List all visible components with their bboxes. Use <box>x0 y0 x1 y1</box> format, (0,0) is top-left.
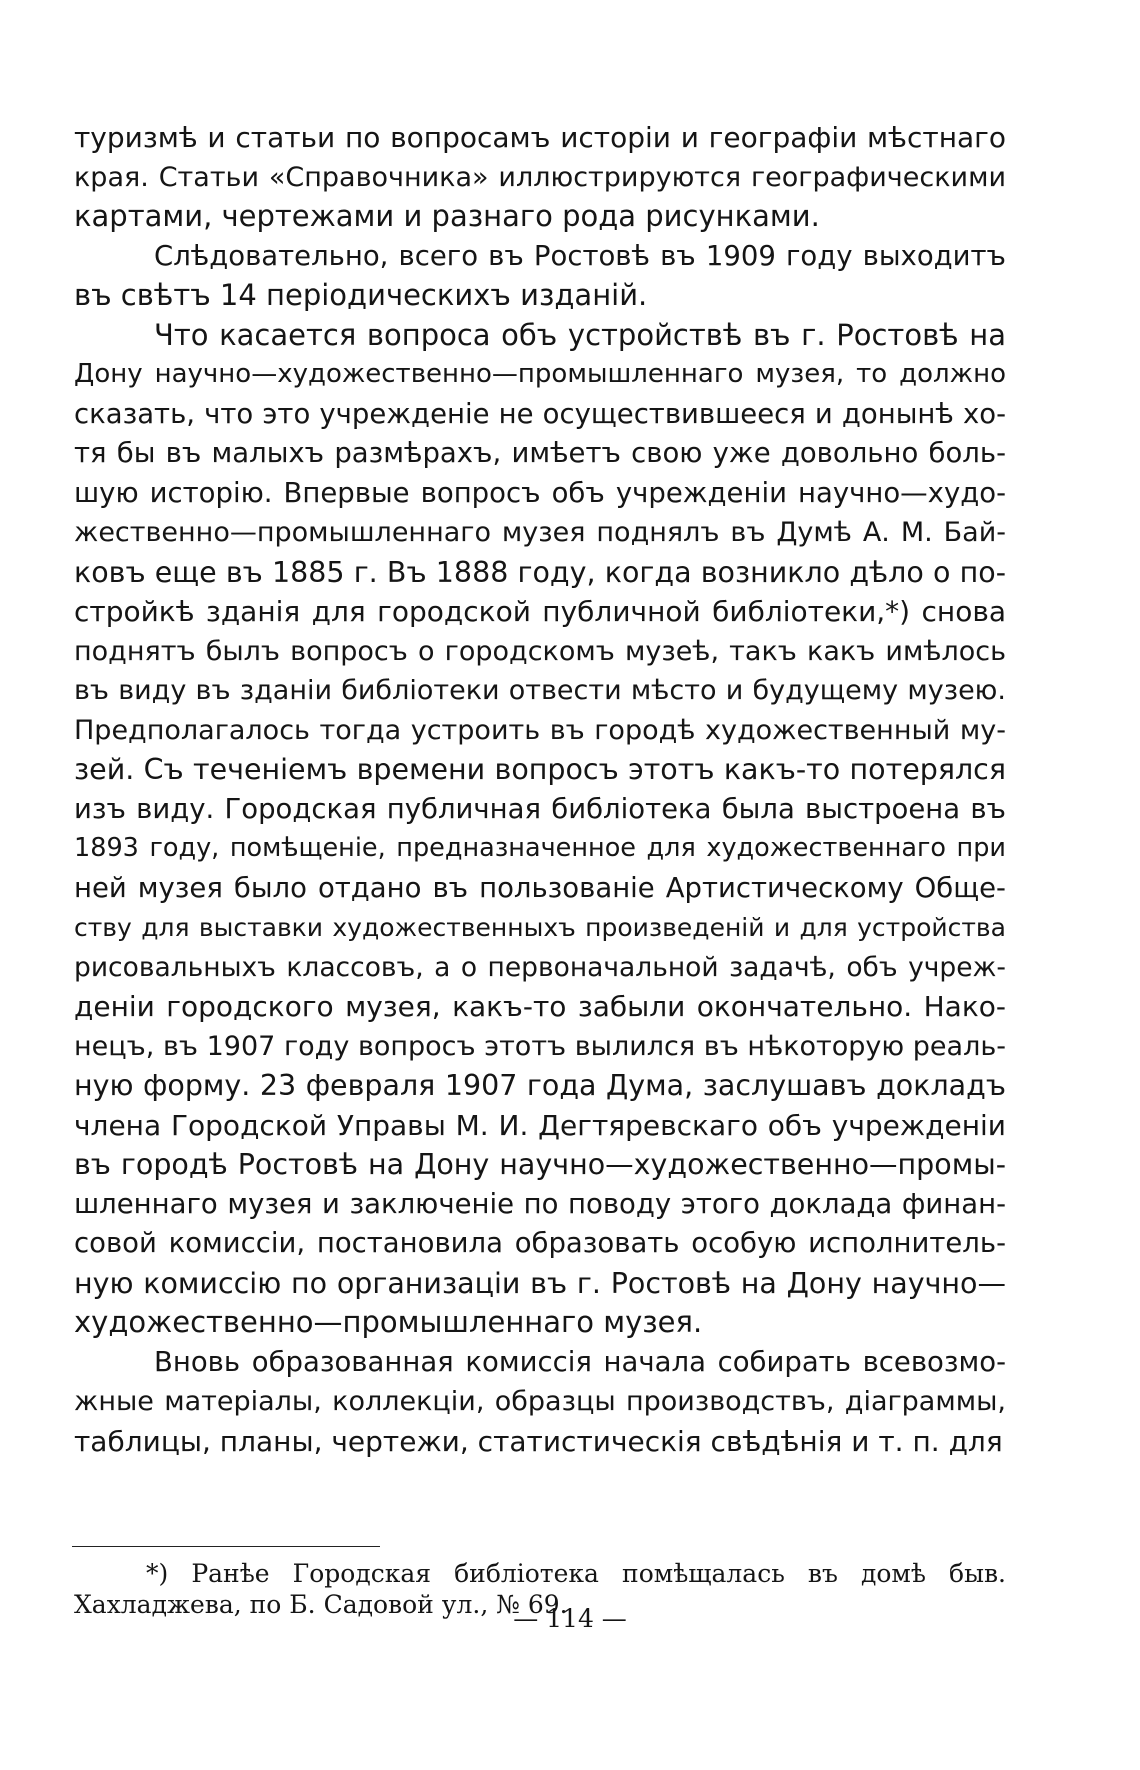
text-line: зей. Съ теченіемъ времени вопросъ этотъ какъ-то потерялся <box>74 753 1006 786</box>
page-number: — 114 — <box>513 1604 627 1633</box>
text-line: деніи городского музея, какъ-то забыли окончательно. Нако- <box>74 990 1006 1023</box>
text-line: художественно—промышленнаго музея. <box>74 1305 703 1339</box>
text-line: таблицы, планы, чертежи, статистическія свѣдѣнія и т. п. для <box>74 1424 1003 1458</box>
text-line: жные матеріалы, коллекціи, образцы производствъ, діаграммы, <box>74 1386 1006 1417</box>
text-line: жественно—промышленнаго музея поднялъ въ Думѣ А. М. Бай- <box>74 517 1006 548</box>
footnote-line: Хахладжева, по Б. Садовой ул., № 69. <box>74 1590 568 1619</box>
text-line: рисовальныхъ классовъ, а о первоначальной задачѣ, объ учреж- <box>74 951 1006 983</box>
text-line: стройкѣ зданія для городской публичной библіотеки,*) снова <box>74 595 1006 628</box>
text-line: 1893 году, помѣщеніе, предназначенное для художественнаго при <box>74 833 1006 863</box>
text-line: Вновь образованная комиссія начала собирать всевозмо- <box>154 1345 1006 1378</box>
text-line: изъ виду. Городская публичная библіотека была выстроена въ <box>74 792 1006 825</box>
text-line: Дону научно—художественно—промышленнаго музея, то должно <box>74 359 1006 389</box>
text-line: края. Статьи «Справочника» иллюстрируются географическими <box>74 161 1006 193</box>
text-line: поднятъ былъ вопросъ о городскомъ музеѣ, такъ какъ имѣлось <box>74 635 1006 667</box>
text-line: Слѣдовательно, всего въ Ростовѣ въ 1909 году выходитъ <box>154 239 1006 272</box>
body-text <box>74 118 1006 1461</box>
text-line: ную комиссію по организаціи въ г. Ростовѣ на Дону научно— <box>74 1266 1006 1300</box>
text-line: ству для выставки художественныхъ произведеній и для устройства <box>74 913 1006 942</box>
text-line: Предполагалось тогда устроить въ городѣ художественный му- <box>74 714 1006 746</box>
text-line: члена Городской Управы М. И. Дегтяревскаго объ учрежденіи <box>74 1108 1006 1142</box>
text-line: Что касается вопроса объ устройствѣ въ г. Ростовѣ на <box>154 317 1006 352</box>
text-line: ней музея было отдано въ пользованіе Артистическому Обще- <box>74 871 1006 904</box>
text-line: шую исторію. Впервые вопросъ объ учрежденіи научно—худо- <box>74 476 1006 509</box>
text-line: нецъ, въ 1907 году вопросъ этотъ вылился въ нѣкоторую реаль- <box>74 1030 1006 1062</box>
text-line: тя бы въ малыхъ размѣрахъ, имѣетъ свою уже довольно боль- <box>74 437 1006 469</box>
text-line: шленнаго музея и заключеніе по поводу этого доклада финан- <box>74 1187 1006 1220</box>
text-line: въ свѣтъ 14 періодическихъ изданій. <box>74 278 648 312</box>
text-line: въ виду въ зданіи библіотеки отвести мѣсто и будущему музею. <box>74 675 1006 706</box>
text-line: сказать, что это учрежденіе не осуществившееся и донынѣ хо- <box>74 397 1006 430</box>
footnote-line: *) Ранѣе Городская библіотека помѣщалась въ домѣ быв. <box>146 1559 1006 1588</box>
footnote-rule <box>72 1546 380 1547</box>
text-line: картами, чертежами и разнаго рода рисунками. <box>74 199 820 233</box>
text-line: совой комиссіи, постановила образовать особую исполнитель- <box>74 1227 1006 1259</box>
text-line: въ городѣ Ростовѣ на Дону научно—художественно—промы- <box>74 1148 1006 1181</box>
text-line: туризмѣ и статьи по вопросамъ исторіи и географіи мѣстнаго <box>74 121 1006 154</box>
text-line: ную форму. 23 февраля 1907 года Дума, заслушавъ докладъ <box>74 1069 1006 1102</box>
text-line: ковъ еще въ 1885 г. Въ 1888 году, когда возникло дѣло о по- <box>74 555 1006 589</box>
